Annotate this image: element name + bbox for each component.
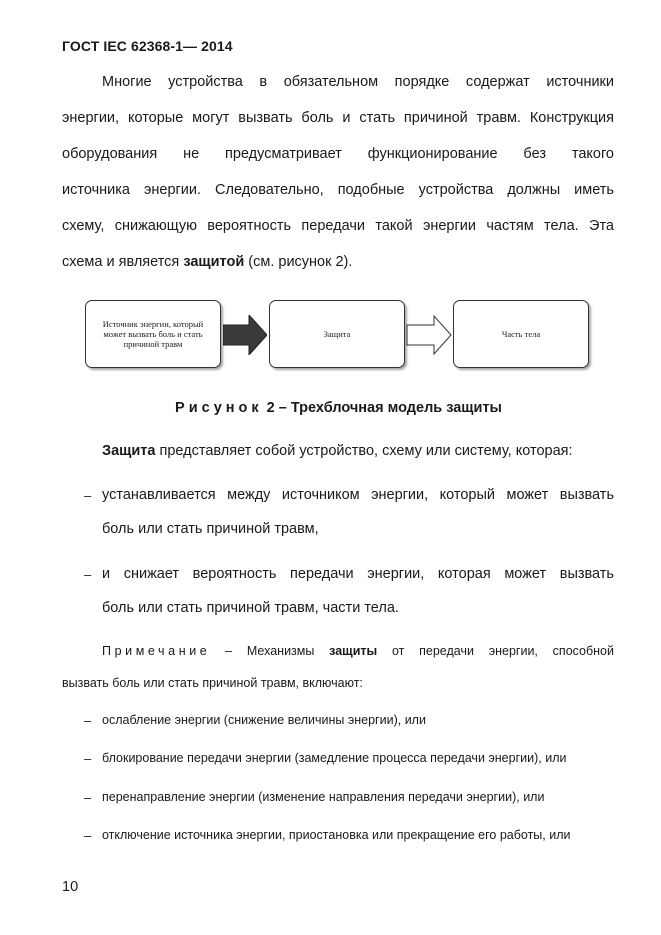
intro-line: источника энергии. Следовательно, подобные устройства должны иметь [62, 182, 614, 198]
solid-arrow-icon [223, 315, 267, 355]
intro-last-pre: схема и является [62, 254, 184, 270]
intro-last-line [62, 254, 352, 270]
figure-caption [0, 400, 661, 416]
bullet-item [102, 487, 614, 537]
figure-label: Рисунок [175, 400, 263, 416]
note-item: блокирование передачи энергии (замедление процесса передачи энергии), или [102, 751, 567, 765]
note-label: Примечание [102, 644, 211, 658]
note-item: отключение источника энергии, приостановка или прекращение его работы, или [102, 828, 571, 842]
note-line [102, 644, 614, 658]
three-block-diagram [85, 300, 589, 368]
figure-text: 2 – Трехблочная модель защиты [262, 400, 502, 416]
bullet-dash: – [84, 488, 92, 503]
body-part-label: Часть тела [501, 329, 541, 339]
bullet-item [102, 566, 614, 616]
note-dash: – [84, 790, 92, 805]
intro-last-bold: защитой [183, 254, 245, 270]
bullet-line: устанавливается между источником энергии, который может вызвать [102, 487, 614, 503]
note-post: от передачи энергии, способной [377, 644, 614, 658]
definition-line [102, 443, 614, 459]
energy-source-box [85, 300, 221, 368]
note-bold: защиты [329, 644, 378, 658]
note-pre: – Механизмы [210, 644, 330, 658]
intro-line: схему, снижающую вероятность передачи такой энергии частям тела. Эта [62, 218, 614, 234]
intro-line: оборудования не предусматривает функционирование без такого [62, 146, 614, 162]
intro-line: энергии, которые могут вызвать боль и стать причиной травм. Конструкция [62, 110, 614, 126]
intro-last-post: (см. рисунок 2). [244, 254, 353, 270]
outline-arrow-shape [407, 316, 451, 354]
solid-arrow-shape [223, 315, 267, 355]
bullet-line: боль или стать причиной травм, части тела. [102, 600, 399, 616]
note-item: перенаправление энергии (изменение направления передачи энергии), или [102, 790, 545, 804]
document-header: ГОСТ IEC 62368-1— 2014 [62, 38, 233, 54]
energy-source-label: Источник энергии, который может вызвать боль и стать причиной травм [102, 319, 204, 349]
note-dash: – [84, 751, 92, 766]
bullet-line: боль или стать причиной травм, [102, 521, 319, 537]
bullet-dash: – [84, 567, 92, 582]
body-part-box [453, 300, 589, 368]
definition-rest: представляет собой устройство, схему или систему, которая: [155, 443, 573, 459]
intro-line: Многие устройства в обязательном порядке содержат источники [102, 74, 614, 90]
note-dash: – [84, 828, 92, 843]
page-number: 10 [62, 879, 79, 895]
protection-box [269, 300, 405, 368]
note-dash: – [84, 713, 92, 728]
bullet-line: и снижает вероятность передачи энергии, которая может вызвать [102, 566, 614, 582]
outline-arrow-icon [406, 315, 452, 355]
definition-bold: Защита [102, 443, 156, 459]
protection-label: Защита [323, 329, 351, 339]
note-line: вызвать боль или стать причиной травм, включают: [62, 676, 363, 690]
note-item: ослабление энергии (снижение величины энергии), или [102, 713, 426, 727]
